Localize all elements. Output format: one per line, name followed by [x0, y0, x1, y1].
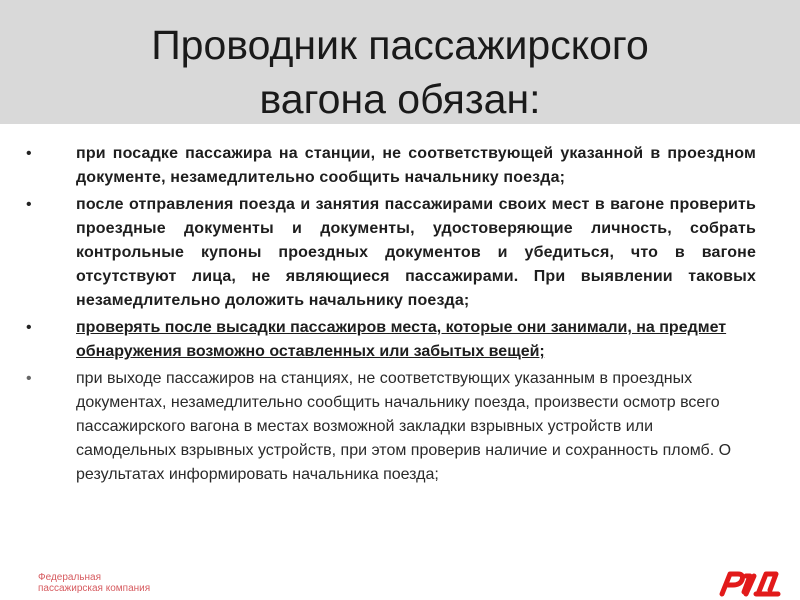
company-name	[38, 572, 150, 594]
bullet-text: при выходе пассажиров на станциях, не соответствующих указанным в проездных документах, незамедлительно сообщить начальнику поезда, произвести осмотр всего пассажирского вагона в местах возможной закладки взрывных устройств или самодельных взрывных устройств, при этом проверив наличие и сохранность пломб. О результатах информировать начальника поезда;	[76, 370, 732, 483]
slide-title-line-2: вагона обязан:	[259, 76, 541, 122]
company-name-line-2: пассажирская компания	[38, 583, 151, 594]
slide-title-line-1: Проводник пассажирского	[151, 22, 649, 68]
bullet-icon: •	[26, 370, 32, 387]
list-item	[26, 316, 756, 364]
bullet-icon: •	[26, 145, 32, 162]
company-name-line-1: Федеральная	[38, 572, 102, 583]
bullet-icon: •	[26, 319, 32, 336]
bullet-icon: •	[26, 196, 32, 213]
rzd-logo-icon	[716, 568, 784, 598]
list-item	[26, 193, 756, 313]
bullet-text: при посадке пассажира на станции, не соответствующей указанной в проездном документе, незамедлительно сообщить начальнику поезда;	[76, 145, 756, 186]
list-item	[26, 367, 756, 487]
bullet-list	[26, 142, 756, 490]
slide-title	[0, 18, 800, 126]
list-item	[26, 142, 756, 190]
bullet-text-underlined: проверять после высадки пассажиров места, которые они занимали, на предмет обнаружения возможно оставленных или забытых вещей;	[76, 319, 727, 360]
bullet-text: после отправления поезда и занятия пассажирами своих мест в вагоне проверить проездные документы и документы, удостоверяющие личность, собрать контрольные купоны проездных документов и убедиться, что в вагоне отсутствуют лица, не являющиеся пассажирами. При выявлении таковых незамедлительно доложить начальнику поезда;	[76, 196, 756, 309]
